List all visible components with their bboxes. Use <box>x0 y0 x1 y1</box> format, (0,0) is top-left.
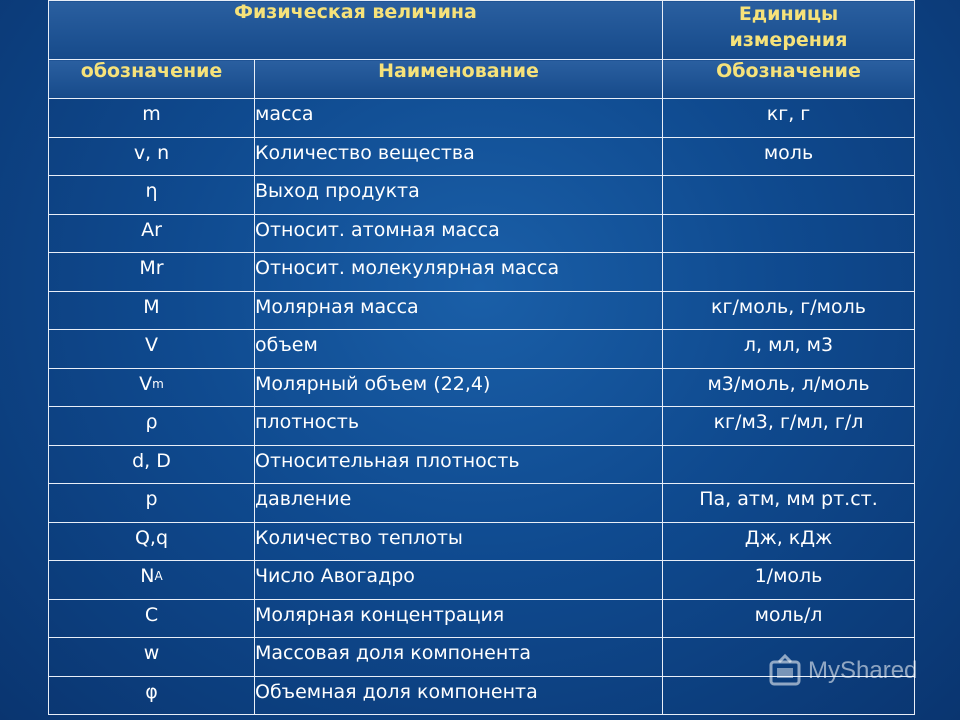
cell-symbol <box>49 368 255 407</box>
table-row <box>49 484 915 523</box>
header-row-sub <box>49 60 915 99</box>
cell-symbol <box>49 291 255 330</box>
cell-symbol <box>49 214 255 253</box>
cell-unit <box>663 253 915 292</box>
header-col-unit: Обозначение <box>663 60 915 99</box>
cell-unit <box>663 214 915 253</box>
table-row <box>49 368 915 407</box>
cell-name: давление <box>255 484 663 523</box>
header-col-symbol: обозначение <box>49 60 255 99</box>
cell-unit: м3/моль, л/моль <box>663 368 915 407</box>
cell-symbol <box>49 676 255 715</box>
header-col-name: Наименование <box>255 60 663 99</box>
symbol-subscript: m <box>152 376 164 391</box>
cell-symbol <box>49 137 255 176</box>
table-row <box>49 99 915 138</box>
cell-symbol <box>49 484 255 523</box>
cell-symbol <box>49 445 255 484</box>
cell-unit: л, мл, м3 <box>663 330 915 369</box>
cell-unit: моль/л <box>663 599 915 638</box>
cell-unit <box>663 176 915 215</box>
table-row <box>49 561 915 600</box>
symbol-text: ρ <box>145 411 158 433</box>
cell-symbol <box>49 599 255 638</box>
symbol-text: w <box>143 642 160 664</box>
cell-name: Молярная концентрация <box>255 599 663 638</box>
symbol-text: Mr <box>139 257 164 279</box>
symbol-text: C <box>144 603 159 626</box>
cell-symbol <box>49 638 255 677</box>
cell-name: плотность <box>255 407 663 446</box>
symbol-text: φ <box>145 680 158 703</box>
watermark-text: MyShared <box>808 657 918 684</box>
header-units-text: Единицы измерения <box>729 3 848 51</box>
cell-name: Количество теплоты <box>255 522 663 561</box>
cell-name: Относительная плотность <box>255 445 663 484</box>
symbol-text: V <box>145 334 158 356</box>
cell-name: Выход продукта <box>255 176 663 215</box>
cell-unit: кг, г <box>663 99 915 138</box>
header-units <box>663 1 915 60</box>
cell-symbol <box>49 407 255 446</box>
cell-symbol <box>49 253 255 292</box>
cell-name: Объемная доля компонента <box>255 676 663 715</box>
table-row <box>49 214 915 253</box>
cell-unit: кг/моль, г/моль <box>663 291 915 330</box>
table-row <box>49 291 915 330</box>
table-row <box>49 176 915 215</box>
quantities-table <box>48 0 918 715</box>
cell-name: Число Авогадро <box>255 561 663 600</box>
cell-name: масса <box>255 99 663 138</box>
symbol-text: Q,q <box>134 526 169 549</box>
cell-name: Массовая доля компонента <box>255 638 663 677</box>
table-row <box>49 137 915 176</box>
symbol-text: M <box>143 295 160 318</box>
watermark-logo <box>766 652 917 690</box>
cell-symbol <box>49 176 255 215</box>
cell-name: Относит. атомная масса <box>255 214 663 253</box>
cell-unit <box>663 445 915 484</box>
cell-symbol <box>49 561 255 600</box>
slides-logo-icon <box>766 652 804 690</box>
symbol-text: m <box>142 103 161 125</box>
table-body <box>49 99 918 715</box>
table-row <box>49 599 915 638</box>
symbol-text: V <box>139 372 153 395</box>
table-row <box>49 407 915 446</box>
header-physical-quantity: Физическая величина <box>49 1 663 60</box>
cell-unit: Дж, кДж <box>663 522 915 561</box>
cell-symbol <box>49 522 255 561</box>
header-row-top <box>49 1 915 60</box>
symbol-text: d, D <box>132 449 171 472</box>
cell-unit: моль <box>663 137 915 176</box>
cell-symbol <box>49 330 255 369</box>
symbol-text: Ar <box>141 218 162 241</box>
cell-unit: Па, атм, мм рт.ст. <box>663 484 915 523</box>
cell-name: Молярный объем (22,4) <box>255 368 663 407</box>
cell-name: Молярная масса <box>255 291 663 330</box>
cell-name: Количество вещества <box>255 137 663 176</box>
table-row <box>49 445 915 484</box>
cell-unit: кг/м3, г/мл, г/л <box>663 407 915 446</box>
table-row <box>49 253 915 292</box>
table-row <box>49 330 915 369</box>
symbol-subscript: A <box>154 569 163 583</box>
symbol-text: v, n <box>133 141 170 164</box>
symbol-text: N <box>140 565 155 587</box>
cell-name: объем <box>255 330 663 369</box>
symbol-text: η <box>145 180 158 202</box>
cell-unit: 1/моль <box>663 561 915 600</box>
cell-symbol <box>49 99 255 138</box>
table-row <box>49 522 915 561</box>
symbol-text: p <box>145 488 158 510</box>
cell-name: Относит. молекулярная масса <box>255 253 663 292</box>
